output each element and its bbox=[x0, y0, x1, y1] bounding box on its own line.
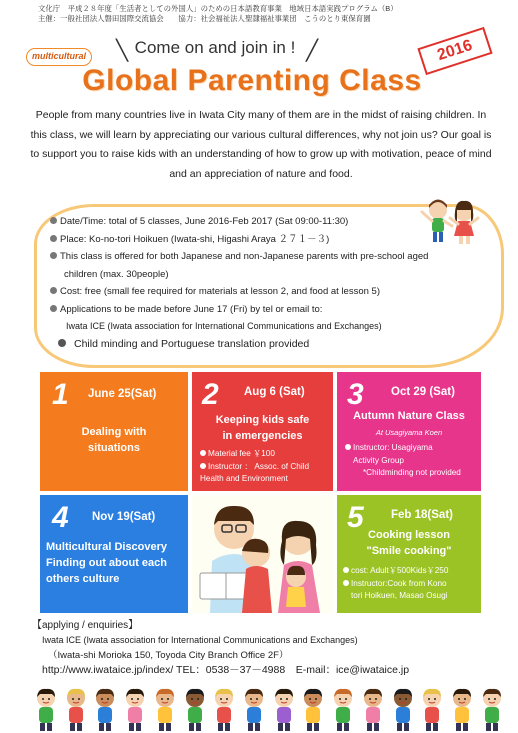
session-date: Nov 19(Sat) bbox=[92, 511, 156, 523]
page-title: Global Parenting Class bbox=[82, 64, 422, 97]
session-number: 5 bbox=[347, 501, 364, 534]
child-icon bbox=[480, 687, 504, 731]
child-icon bbox=[242, 687, 266, 731]
family-illustration bbox=[192, 495, 333, 613]
session-card-5 bbox=[337, 495, 481, 613]
session-subtitle: At Usagiyama Koen bbox=[375, 428, 443, 437]
multicultural-badge: multicultural bbox=[26, 48, 92, 66]
session-details: Material fee ￥100 Instructor ： Assoc. of Child Health and Environment bbox=[200, 449, 310, 483]
session-number: 1 bbox=[52, 378, 69, 411]
bullet-icon bbox=[343, 567, 349, 573]
child-icon bbox=[34, 687, 58, 731]
session-title: Dealing with situations bbox=[81, 426, 147, 454]
child-icon bbox=[93, 687, 117, 731]
children-row-illustration bbox=[34, 685, 504, 731]
bullet-icon bbox=[345, 444, 351, 450]
child-icon bbox=[391, 687, 415, 731]
bullet-icon bbox=[50, 217, 57, 224]
info-list bbox=[50, 213, 470, 353]
family-icon bbox=[192, 495, 333, 613]
child-icon bbox=[420, 687, 444, 731]
session-number: 4 bbox=[52, 501, 69, 534]
children-illustration bbox=[416, 196, 486, 246]
info-place: Place: Ko-no-tori Hoikuen (Iwata-shi, Higashi Araya ２７１－３) bbox=[50, 231, 470, 249]
slash-decoration: ╲ bbox=[116, 40, 129, 62]
session-title: Autumn Nature Class bbox=[353, 410, 465, 422]
contact-details: http://www.iwataice.jp/index/ TEL：0538－37－4988 E-mail：ice@iwataice.jp bbox=[42, 664, 410, 676]
header-organizer-line: 主催：一般社団法人磐田国際交流協会 協力：社会福祉法人聖隷福祉事業団 こうのとり東保育園 bbox=[38, 14, 371, 23]
slash-decoration: ╱ bbox=[306, 40, 319, 62]
tagline: Come on and join in ! bbox=[134, 38, 296, 57]
session-date: June 25(Sat) bbox=[88, 388, 157, 400]
session-number: 2 bbox=[202, 378, 219, 411]
contact-organization: Iwata ICE (Iwata association for International Communications and Exchanges) bbox=[42, 635, 358, 645]
session-title: Keeping kids safe in emergencies bbox=[215, 414, 310, 442]
child-icon bbox=[272, 687, 296, 731]
bullet-icon bbox=[50, 305, 57, 312]
info-datetime: Date/Time: total of 5 classes, June 2016-Feb 2017 (Sat 09:00-11:30) bbox=[50, 213, 470, 231]
session-details: cost: Adult￥500Kids￥250 Instructor:Cook from Kono tori Hoikuen, Masao Osugi bbox=[343, 565, 481, 603]
bullet-icon bbox=[50, 235, 57, 242]
session-date: Feb 18(Sat) bbox=[391, 509, 453, 521]
session-title: Multicultural Discovery Finding out about each others culture bbox=[46, 541, 168, 585]
session-number: 3 bbox=[347, 378, 364, 411]
session-details: Instructor: Usagiyama Activity Group *Childminding not provided bbox=[345, 442, 481, 480]
info-audience: This class is offered for both Japanese and non-Japanese parents with pre-school aged bbox=[50, 248, 470, 266]
bullet-icon bbox=[200, 450, 206, 456]
info-audience-cont: children (max. 30people) bbox=[64, 268, 169, 280]
child-icon bbox=[183, 687, 207, 731]
contact-section bbox=[32, 618, 502, 678]
child-icon bbox=[153, 687, 177, 731]
info-childminding: Child minding and Portuguese translation provided bbox=[50, 336, 470, 354]
bullet-icon bbox=[200, 463, 206, 469]
child-icon bbox=[331, 687, 355, 731]
contact-address: （Iwata-shi Morioka 150, Toyoda City Branch Office 2F） bbox=[48, 650, 289, 661]
session-card-3 bbox=[337, 372, 481, 491]
bullet-icon bbox=[58, 339, 66, 347]
session-card-2 bbox=[192, 372, 333, 491]
session-title: Cooking lesson "Smile cooking" bbox=[366, 529, 452, 557]
contact-heading: 【applying / enquiries】 bbox=[32, 620, 139, 631]
info-organization: Iwata ICE (Iwata association for International Communications and Exchanges) bbox=[66, 321, 382, 331]
intro-paragraph: People from many countries live in Iwata City many of them are in the midst of raising children. In this class, we will learn by appreciating our various cultural differences, why not join us? Our goal is to support you to raise kids with an understanding of how to grow up with motivation, peace of mind and an appreciation of nature and food. bbox=[30, 109, 492, 180]
info-applications: Applications to be made before June 17 (Fri) by tel or email to: bbox=[50, 301, 470, 319]
session-card-1 bbox=[40, 372, 188, 491]
child-icon bbox=[301, 687, 325, 731]
session-date: Aug 6 (Sat) bbox=[244, 386, 305, 398]
year-stamp: 2016 bbox=[417, 27, 492, 75]
info-cost: Cost: free (small fee required for materials at lesson 2, and food at lesson 5) bbox=[50, 283, 470, 301]
bullet-icon bbox=[343, 580, 349, 586]
bullet-icon bbox=[50, 287, 57, 294]
child-icon bbox=[450, 687, 474, 731]
child-icon bbox=[123, 687, 147, 731]
header-sponsor-line: 文化庁 平成２８年度「生活者としての外国人」のための日本語教育事業 地域日本語実践プログラム（B） bbox=[38, 4, 398, 13]
session-card-4 bbox=[40, 495, 188, 613]
child-icon bbox=[361, 687, 385, 731]
session-date: Oct 29 (Sat) bbox=[391, 386, 455, 398]
child-icon bbox=[212, 687, 236, 731]
child-icon bbox=[64, 687, 88, 731]
bullet-icon bbox=[50, 252, 57, 259]
